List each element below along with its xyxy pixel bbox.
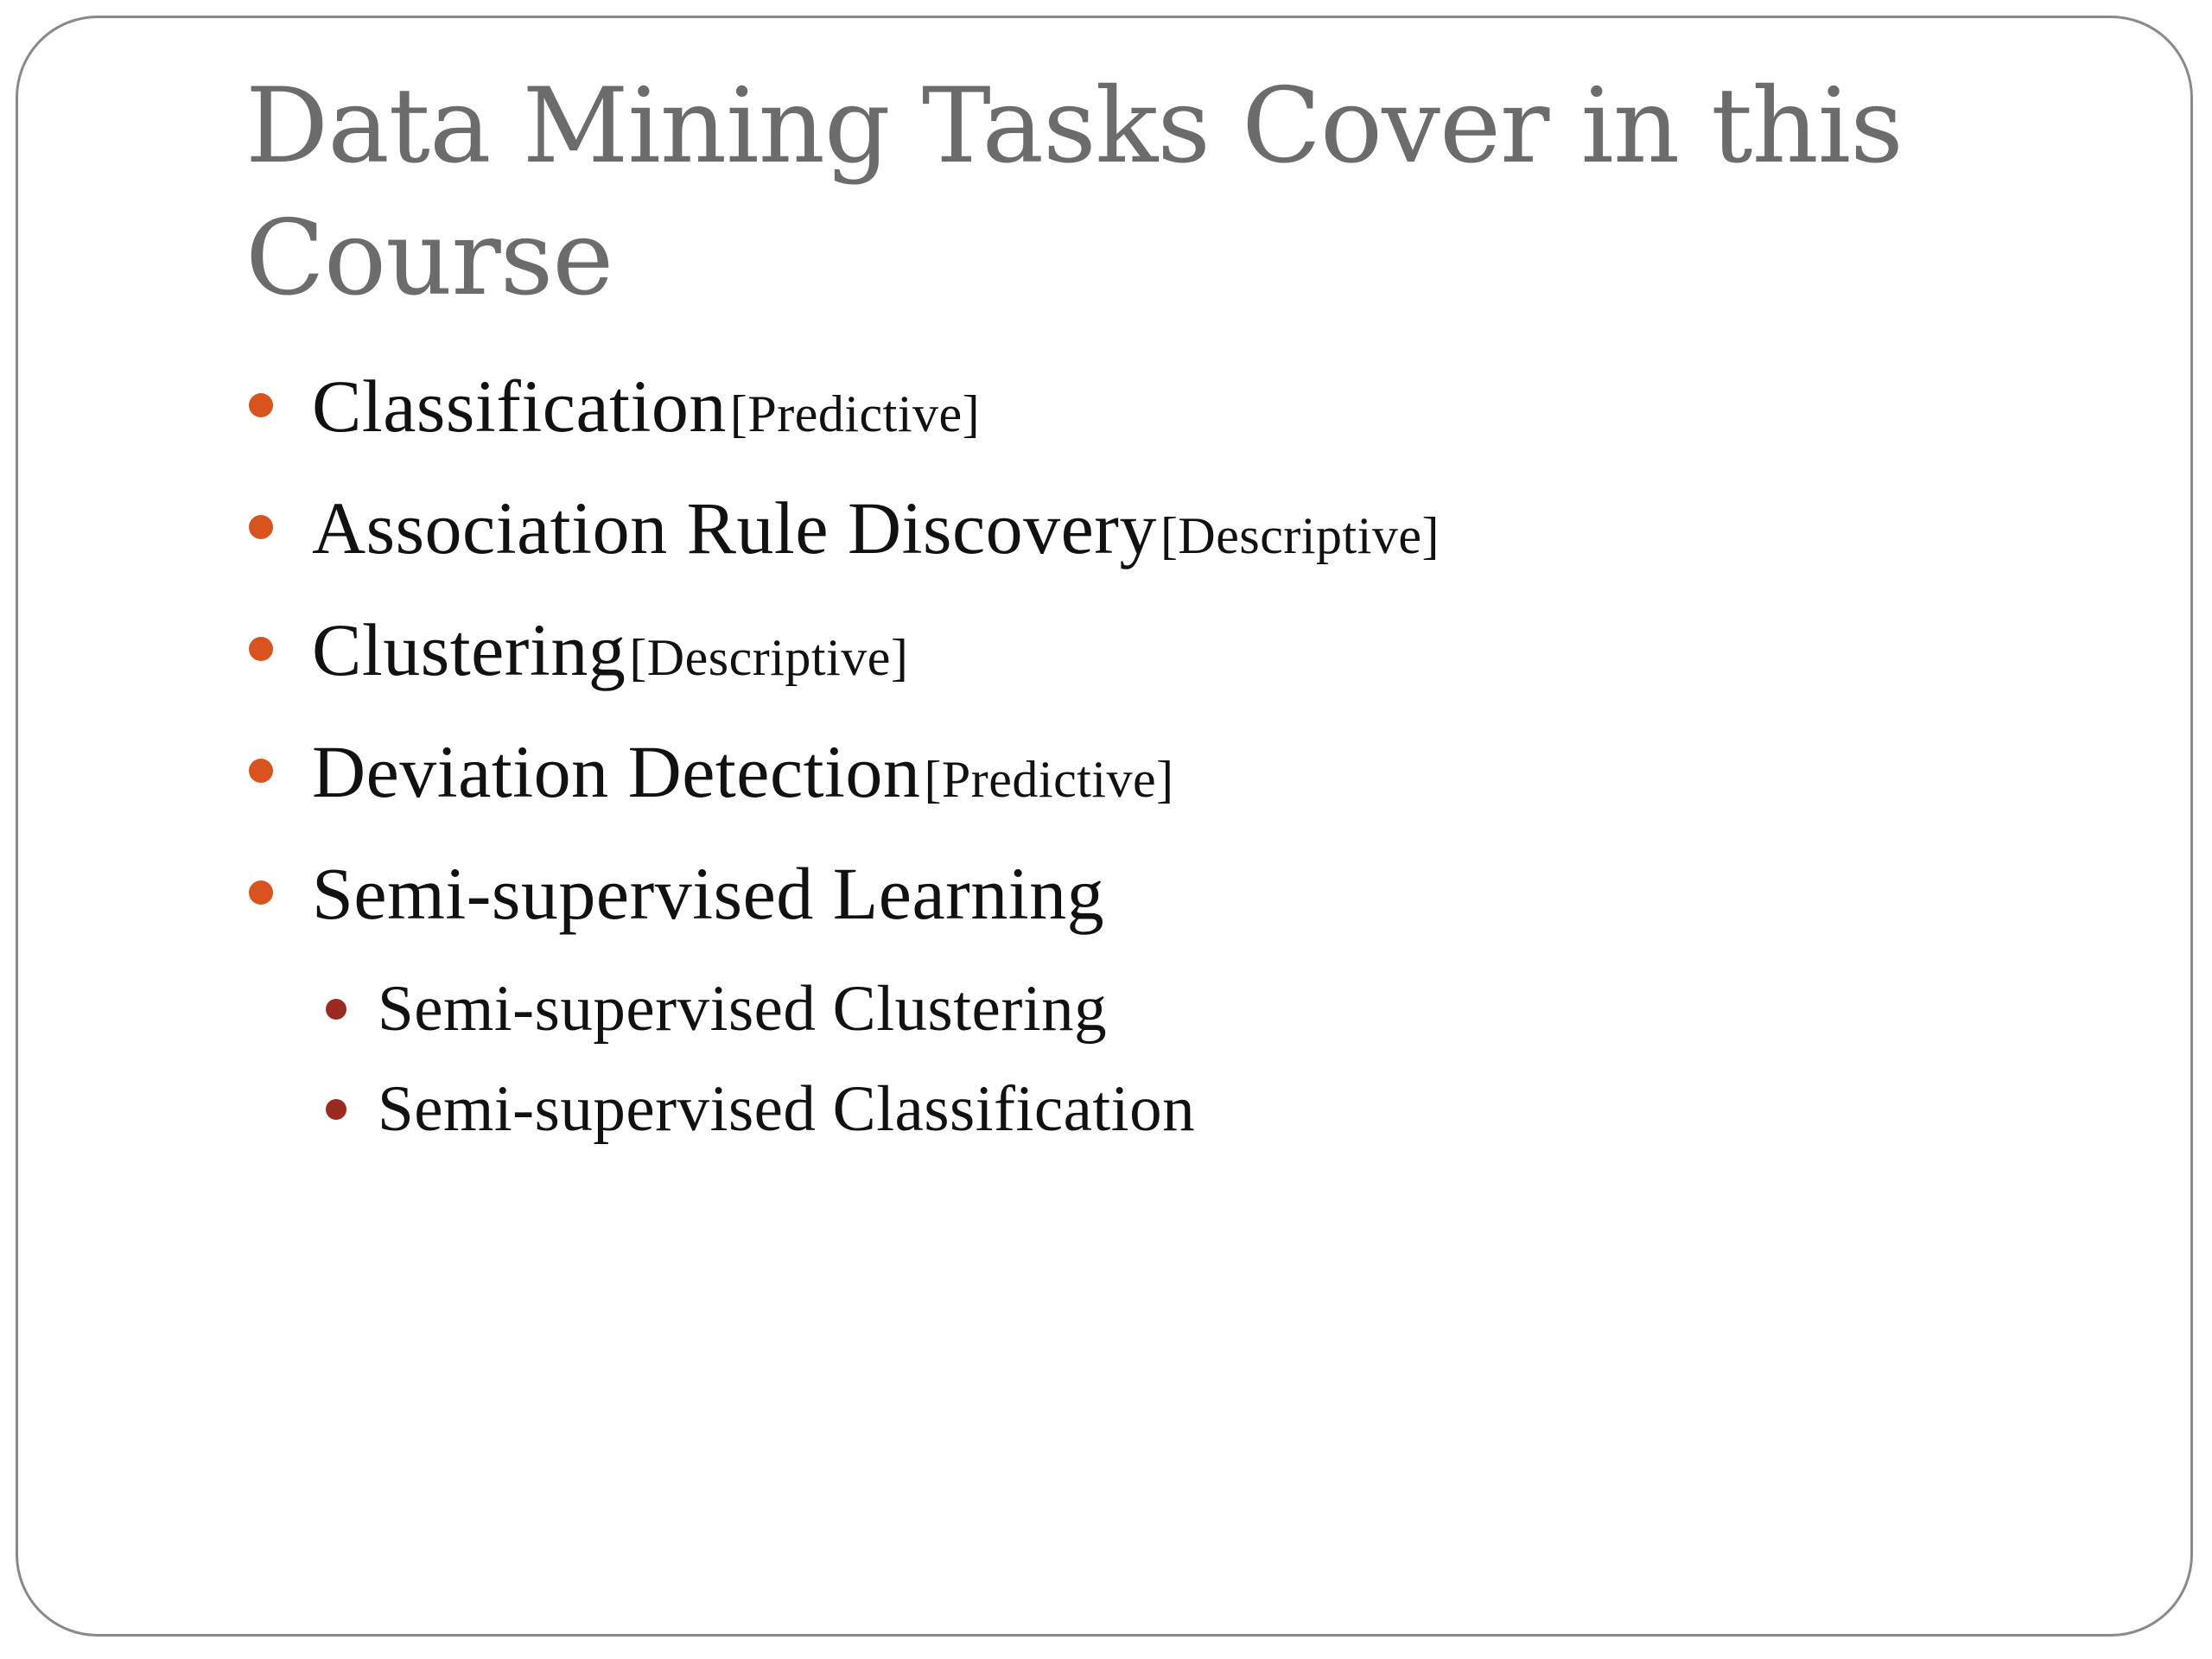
bullet-item-semi-supervised-learning [245,846,2060,968]
bullet-list [245,359,2060,968]
bullet-label: Classification [312,365,727,448]
sub-bullet-dot-icon [326,1099,346,1120]
sub-bullet-item-semi-supervised-clustering [245,966,1974,1066]
bullet-dot-icon [249,637,273,661]
sub-bullet-dot-icon [326,999,346,1020]
bullet-label: Deviation Detection [312,730,921,813]
bullet-item-clustering [245,602,2060,724]
bullet-dot-icon [249,393,273,417]
bullet-item-deviation-detection [245,724,2060,846]
bullet-text [312,846,1104,941]
bullet-dot-icon [249,515,273,539]
bullet-label: Clustering [312,608,626,691]
bullet-dot-icon [249,759,273,783]
bullet-tag: [Descriptive] [1160,507,1440,564]
bullet-label: Association Rule Discovery [312,486,1157,569]
bullet-text [312,724,1174,819]
bullet-item-classification [245,359,2060,480]
slide-title: Data Mining Tasks Cover in this Course [245,67,1903,319]
bullet-text [312,602,908,697]
bullet-tag: [Predictive] [729,385,981,442]
bullet-item-association-rule-discovery [245,480,2060,602]
bullet-text [312,359,980,454]
sub-bullet-list [245,966,1974,1166]
bullet-label: Semi-supervised Learning [312,852,1105,935]
bullet-tag: [Predictive] [924,751,1174,808]
sub-bullet-label: Semi-supervised Clustering [378,973,1108,1045]
sub-bullet-label: Semi-supervised Classification [378,1073,1196,1145]
bullet-tag: [Descriptive] [629,629,909,686]
bullet-dot-icon [249,880,273,905]
sub-bullet-item-semi-supervised-classification [245,1066,1974,1166]
bullet-text [312,480,1440,575]
